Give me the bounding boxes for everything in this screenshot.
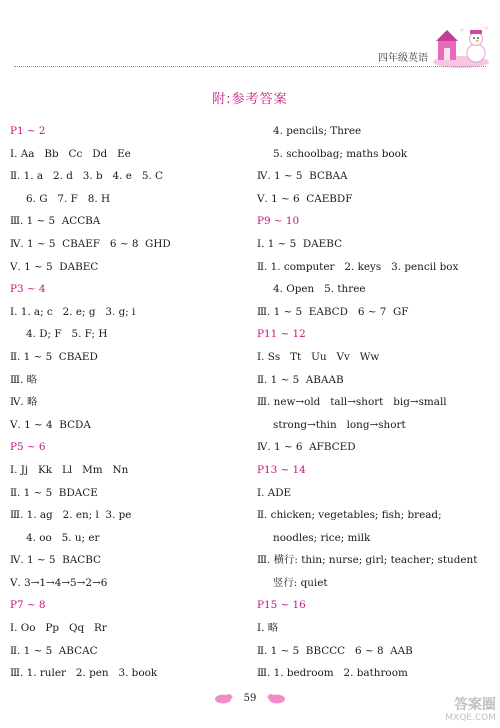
answer-line: Ⅲ. 略 [10, 373, 38, 386]
answers-right-column [257, 120, 497, 685]
watermark-line2: MXQE.COM [445, 713, 496, 723]
answer-line: Ⅳ. 略 [10, 396, 38, 409]
header-dotted-rule [14, 66, 486, 67]
answer-line: Ⅰ. Jj Kk Ll Mm Nn [10, 463, 129, 476]
answer-line: Ⅰ. ADE [257, 486, 292, 499]
answer-line: 5. schoolbag; maths book [273, 147, 408, 160]
answer-line: 4. Open 5. three [273, 283, 366, 296]
answer-line: Ⅱ. 1 ~ 5 BDACE [10, 486, 98, 499]
answer-line: 4. pencils; Three [273, 125, 362, 137]
answer-line: Ⅱ. 1 ~ 5 ABCAC [10, 644, 98, 657]
answer-line: strong→thin long→short [273, 418, 406, 431]
answer-line: Ⅴ. 1 ~ 5 DABEC [10, 260, 99, 273]
section-heading: P15 ~ 16 [257, 599, 306, 612]
answer-line: Ⅱ. 1 ~ 5 ABAAB [257, 373, 344, 386]
answer-line: Ⅱ. 1 ~ 5 CBAED [10, 350, 98, 363]
answer-line: Ⅴ. 1 ~ 4 BCDA [10, 418, 91, 431]
answer-line: Ⅲ. 横行: thin; nurse; girl; teacher; student [257, 554, 478, 567]
answer-line: 6. G 7. F 8. H [26, 192, 111, 205]
grade-label: 四年级英语 [378, 53, 428, 64]
answer-line: Ⅰ. 1 ~ 5 DAEBC [257, 237, 343, 250]
bird-icon [212, 692, 234, 704]
bird-icon [266, 692, 288, 704]
watermark [416, 698, 496, 726]
answer-line: Ⅲ. 1 ~ 5 ACCBA [10, 215, 101, 228]
answer-line: Ⅰ. 略 [257, 622, 279, 635]
answer-line: Ⅱ. chicken; vegetables; fish; bread; [257, 509, 442, 522]
winter-house-illustration [432, 22, 490, 68]
answer-line: Ⅳ. 1 ~ 5 BACBC [10, 554, 101, 567]
section-heading: P7 ~ 8 [10, 599, 46, 612]
answer-line: Ⅲ. 1. ag 2. en; l 3. pe [10, 509, 132, 522]
answer-line: Ⅰ. Aa Bb Cc Dd Ee [10, 147, 131, 160]
answer-line: 竖行: quiet [273, 576, 328, 589]
page-title: 附:参考答案 [212, 92, 288, 107]
answer-line: Ⅳ. 1 ~ 5 CBAEF 6 ~ 8 GHD [10, 237, 171, 250]
section-heading: P9 ~ 10 [257, 215, 300, 228]
watermark-line1: 答案圈 [454, 697, 496, 713]
answer-line: 4. oo 5. u; er [26, 531, 100, 544]
answer-line: Ⅴ. 1 ~ 6 CAEBDF [257, 192, 353, 205]
answer-line: Ⅲ. new→old tall→short big→small [257, 396, 447, 409]
section-heading: P1 ~ 2 [10, 125, 46, 137]
page-number: 59 [243, 692, 257, 704]
answers-left-column [10, 120, 250, 685]
answer-line: 4. D; F 5. F; H [26, 328, 108, 341]
section-heading: P5 ~ 6 [10, 441, 46, 454]
answer-line: noodles; rice; milk [273, 531, 371, 544]
answer-line: Ⅱ. 1 ~ 5 BBCCC 6 ~ 8 AAB [257, 644, 413, 657]
section-heading: P3 ~ 4 [10, 283, 46, 296]
answer-line: Ⅰ. Oo Pp Qq Rr [10, 622, 107, 635]
answer-line: Ⅳ. 1 ~ 5 BCBAA [257, 170, 348, 183]
answer-line: Ⅲ. 1 ~ 5 EABCD 6 ~ 7 GF [257, 305, 409, 318]
answer-line: Ⅳ. 1 ~ 6 AFBCED [257, 441, 356, 454]
answer-line: Ⅲ. 1. ruler 2. pen 3. book [10, 667, 158, 680]
section-heading: P13 ~ 14 [257, 463, 306, 476]
answer-line: Ⅴ. 3→1→4→5→2→6 [10, 576, 108, 589]
answer-line: Ⅰ. 1. a; c 2. e; g 3. g; i [10, 305, 136, 318]
section-heading: P11 ~ 12 [257, 328, 306, 341]
answer-line: Ⅲ. 1. bedroom 2. bathroom [257, 667, 408, 680]
answer-line: Ⅱ. 1. a 2. d 3. b 4. e 5. C [10, 170, 163, 183]
answer-line: Ⅱ. 1. computer 2. keys 3. pencil box [257, 260, 459, 273]
answer-line: Ⅰ. Ss Tt Uu Vv Ww [257, 350, 380, 363]
